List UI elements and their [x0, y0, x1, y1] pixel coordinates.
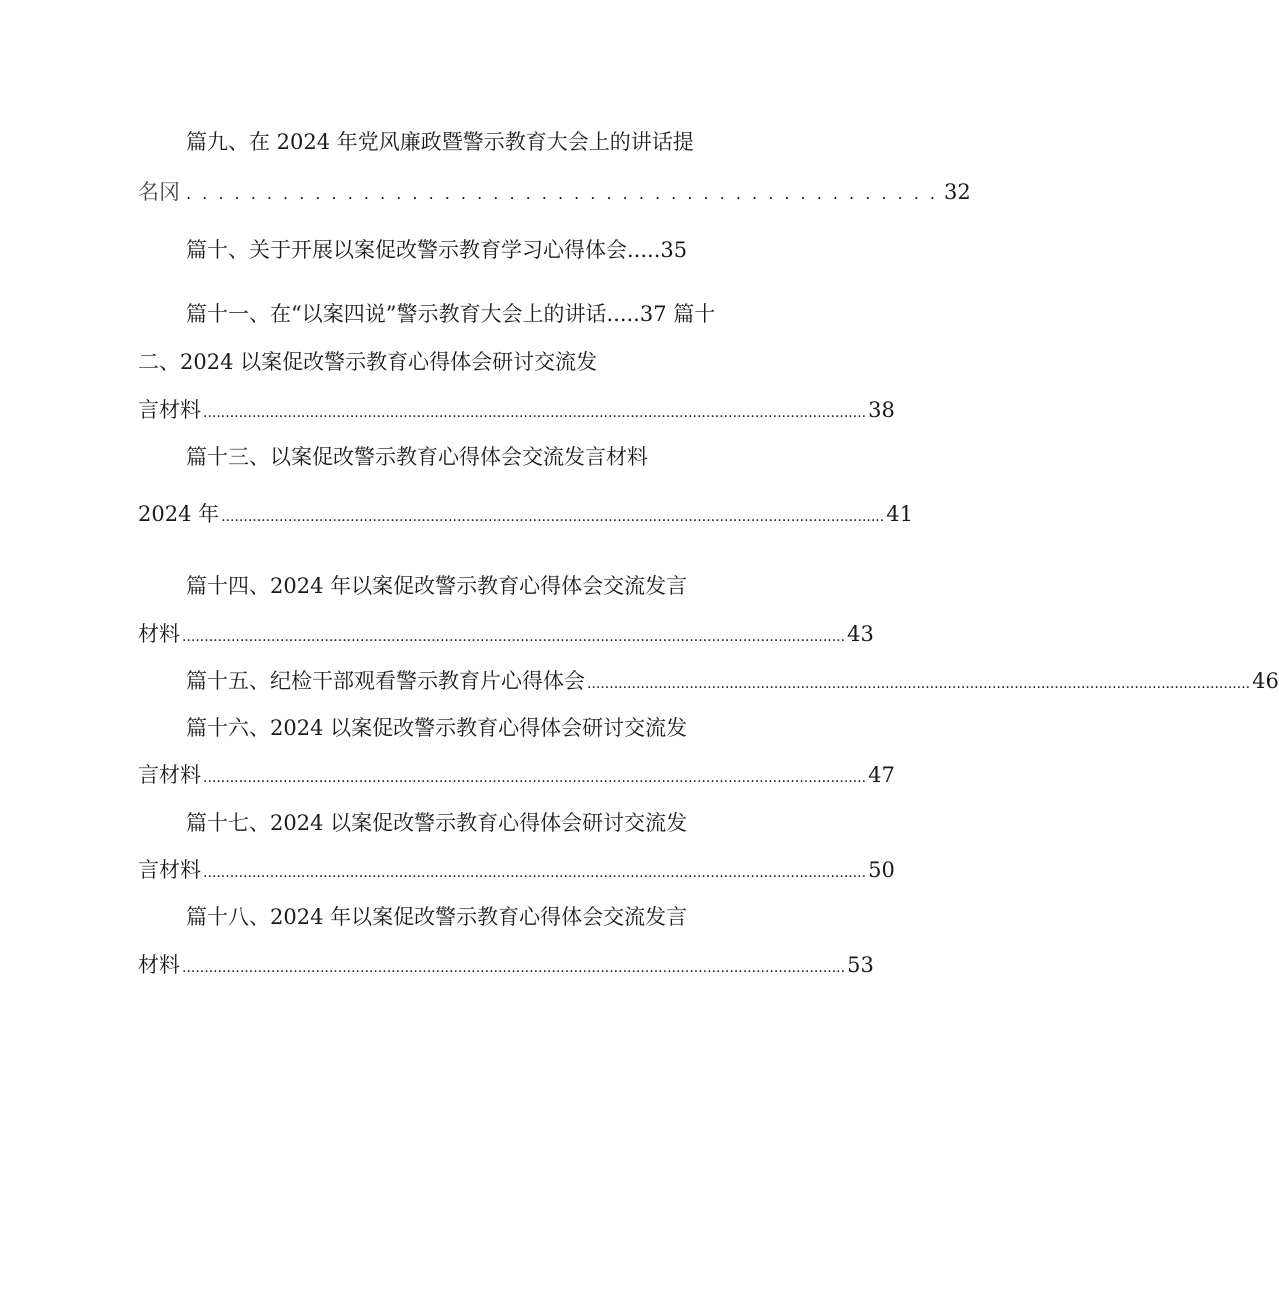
toc-page-number: 41 — [886, 502, 913, 526]
toc-entry-15-leader-line — [186, 667, 1279, 698]
toc-entry-text: 言材料 — [138, 398, 201, 422]
toc-leader-dots: ..................................................................................................................................................... — [587, 676, 1251, 692]
toc-entry-9-title — [186, 128, 694, 156]
toc-entry-text: 篇十一、在“以案四说”警示教育大会上的讲话.....37 篇十 — [186, 302, 716, 326]
toc-entry-text: 2024 年 — [138, 502, 220, 526]
toc-leader-dots: ..................................................................................................................................................... — [203, 405, 867, 421]
toc-entry-12-title — [138, 348, 597, 376]
toc-entry-text: 篇十四、2024 年以案促改警示教育心得体会交流发言 — [186, 574, 688, 598]
toc-entry-text: 篇十五、纪检干部观看警示教育片心得体会 — [186, 669, 585, 693]
toc-entry-12-leader-line — [138, 396, 895, 427]
toc-entry-17-leader-line — [138, 856, 895, 887]
toc-page-number: 46 — [1252, 669, 1279, 693]
toc-entry-text: 篇十七、2024 以案促改警示教育心得体会研讨交流发 — [186, 811, 688, 835]
toc-entry-14-leader-line — [138, 620, 874, 651]
toc-entry-text: 材料 — [138, 953, 180, 977]
toc-entry-text: 言材料 — [138, 763, 201, 787]
toc-page-number: 50 — [868, 858, 895, 882]
toc-leader-dots: ..................................................................................................................................................... — [203, 865, 867, 881]
toc-page-number: 47 — [868, 763, 895, 787]
toc-entry-text: 篇十八、2024 年以案促改警示教育心得体会交流发言 — [186, 905, 688, 929]
toc-leader-dots: ..................................................................................................................................................... — [182, 960, 846, 976]
toc-entry-17-title — [186, 809, 687, 837]
toc-entry-16-leader-line — [138, 761, 895, 792]
toc-entry-text: 篇十三、以案促改警示教育心得体会交流发言材料 — [186, 445, 648, 469]
toc-entry-text: 篇十、关于开展以案促改警示教育学习心得体会.....35 — [186, 238, 688, 262]
toc-entry-18-leader-line — [138, 951, 874, 982]
toc-page-number: 38 — [868, 398, 895, 422]
toc-page-number: 53 — [847, 953, 874, 977]
toc-leader-dots: ..................................................................................................................................................... — [221, 509, 885, 525]
toc-entry-text: 材料 — [138, 622, 180, 646]
toc-leader-dots: ..................................................................................................................................................... — [203, 770, 867, 786]
toc-page-number: 43 — [847, 622, 874, 646]
toc-entry-16-title — [186, 714, 687, 742]
toc-entry-9-leader-line — [138, 178, 971, 208]
toc-page-number: 32 — [944, 180, 971, 204]
toc-entry-text: 篇十六、2024 以案促改警示教育心得体会研讨交流发 — [186, 716, 688, 740]
toc-entry-11 — [186, 300, 715, 328]
toc-entry-13-leader-line — [138, 500, 913, 531]
toc-entry-text: 二、2024 以案促改警示教育心得体会研讨交流发 — [138, 350, 598, 374]
toc-entry-10 — [186, 236, 687, 264]
toc-entry-13-title — [186, 443, 648, 471]
toc-entry-14-title — [186, 572, 687, 600]
toc-leader-dots: ..................................................................................................................................................... — [182, 629, 846, 645]
toc-entry-18-title — [186, 903, 687, 931]
toc-leader-dots: . . . . . . . . . . . . . . . . . . . . . . . . . . . . . . . . . . . . . . . . . . . . . . . — [186, 184, 938, 203]
toc-entry-text: 言材料 — [138, 858, 201, 882]
toc-entry-text: 篇九、在 2024 年党风廉政暨警示教育大会上的讲话提 — [186, 130, 694, 154]
toc-entry-text: 名冈 — [138, 180, 180, 204]
